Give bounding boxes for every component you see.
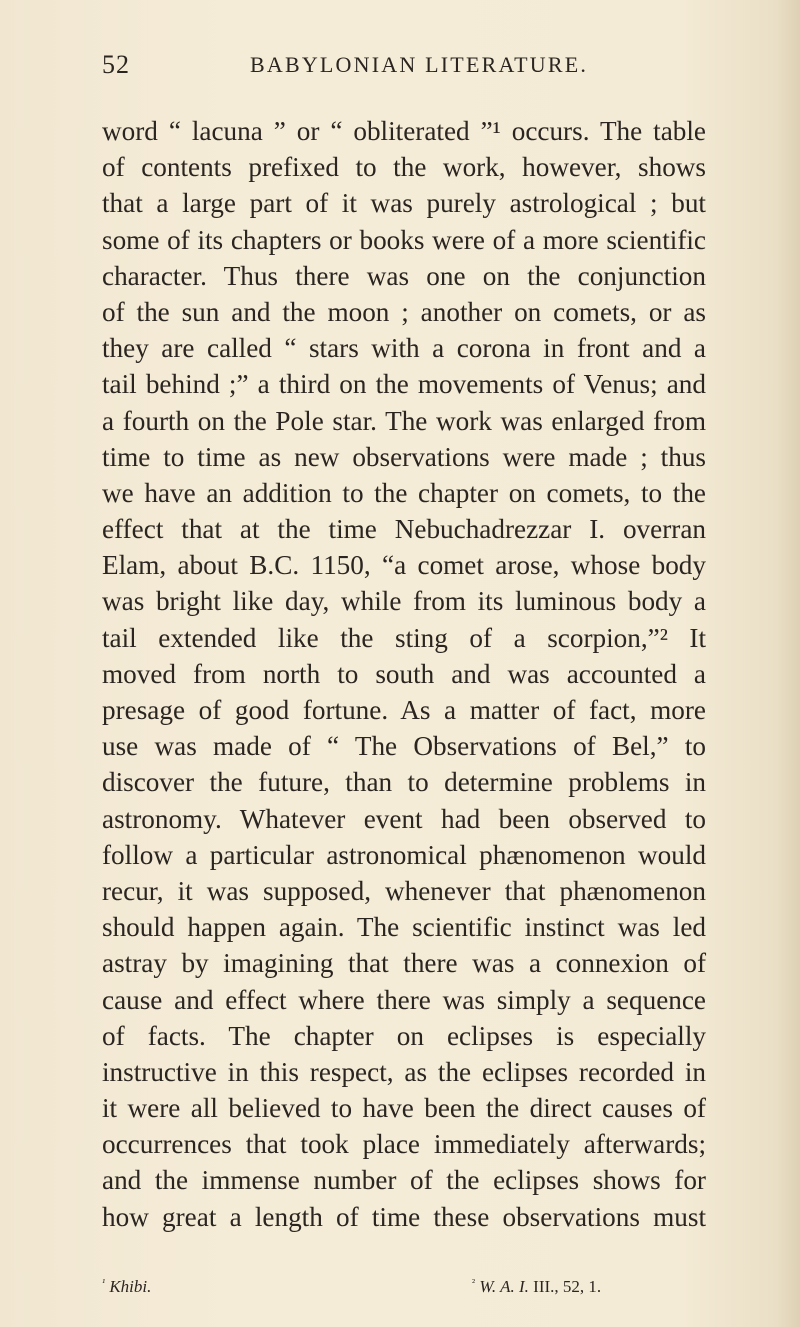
- text-line: moved from north to south and was accounted a: [102, 658, 706, 689]
- text-line: word “ lacuna ” or “ obliterated ”¹ occurs. The table: [102, 116, 706, 146]
- text-line: occurrences that took place immediately afterwards;: [102, 1129, 706, 1160]
- text-line: astronomy. Whatever event had been observed to: [102, 803, 706, 834]
- body-text: [102, 113, 706, 1235]
- text-line: use was made of “ The Observations of Bel,” to: [102, 731, 706, 762]
- text-line: that a large part of it was purely astrological ; but: [102, 188, 706, 219]
- footnotes: [102, 1277, 702, 1307]
- text-line: presage of good fortune. As a matter of fact, more: [102, 695, 706, 725]
- text-line: tail extended like the sting of a scorpion,”² It: [102, 622, 706, 653]
- text-line: of facts. The chapter on eclipses is especially: [102, 1020, 706, 1051]
- footnote-2: [472, 1277, 601, 1297]
- text-line: Elam, about B.C. 1150, “a comet arose, whose body: [102, 550, 706, 581]
- footnote-2-text: III., 52, 1.: [533, 1277, 602, 1296]
- text-line: was bright like day, while from its luminous body a: [102, 586, 706, 617]
- text-line: instructive in this respect, as the eclipses recorded in: [102, 1056, 706, 1087]
- text-line: time to time as new observations were made ; thus: [102, 441, 706, 472]
- text-line: recur, it was supposed, whenever that phænomenon: [102, 875, 706, 906]
- text-line: they are called “ stars with a corona in front and a: [102, 333, 706, 364]
- text-line: follow a particular astronomical phænomenon would: [102, 839, 706, 870]
- running-head: BABYLONIAN LITERATURE.: [250, 52, 589, 77]
- page-header: [100, 50, 700, 90]
- text-line: discover the future, than to determine problems in: [102, 767, 706, 798]
- text-line: and the immense number of the eclipses shows for: [102, 1165, 706, 1196]
- footnote-1-marker: ¹: [102, 1277, 106, 1289]
- text-line: of the sun and the moon ; another on comets, or as: [102, 296, 706, 327]
- text-line: should happen again. The scientific instinct was led: [102, 912, 706, 943]
- text-line: how great a length of time these observations must: [102, 1201, 706, 1232]
- text-line: a fourth on the Pole star. The work was enlarged from: [102, 405, 706, 436]
- footnote-1-text: Khibi.: [109, 1277, 152, 1296]
- text-line: character. Thus there was one on the conjunction: [102, 260, 706, 291]
- text-line: cause and effect where there was simply a sequence: [102, 984, 706, 1015]
- text-line: some of its chapters or books were of a more scientific: [102, 224, 706, 255]
- text-line: it were all believed to have been the direct causes of: [102, 1093, 706, 1124]
- text-line: of contents prefixed to the work, however, shows: [102, 152, 706, 183]
- text-line: tail behind ;” a third on the movements of Venus; and: [102, 369, 706, 400]
- footnote-2-marker: ²: [472, 1277, 476, 1289]
- footnote-1: [102, 1277, 151, 1297]
- page-number: 52: [102, 50, 130, 79]
- footnote-2-reference: W. A. I.: [479, 1277, 529, 1296]
- text-line: effect that at the time Nebuchadrezzar I. overran: [102, 514, 706, 545]
- text-line: astray by imagining that there was a connexion of: [102, 948, 706, 979]
- text-line: we have an addition to the chapter on comets, to the: [102, 477, 706, 508]
